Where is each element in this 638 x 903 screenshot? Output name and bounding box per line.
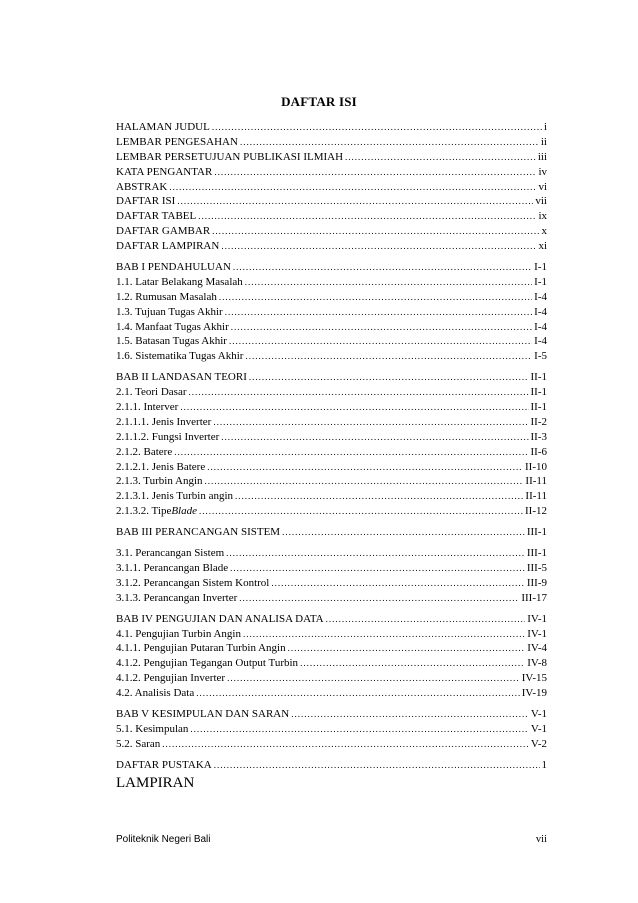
toc-entry: [116, 445, 547, 460]
toc-entry: [116, 474, 547, 489]
toc-entry-page: IV-15: [521, 672, 547, 685]
toc-entry-page: 1: [541, 758, 547, 771]
toc-entry: [116, 737, 547, 752]
toc-entry: [116, 305, 547, 320]
dot-leader: [291, 707, 529, 722]
dot-leader: [212, 120, 542, 135]
toc-entry-page: iv: [538, 165, 547, 178]
toc-entry-label: BAB V KESIMPULAN DAN SARAN: [116, 707, 290, 720]
dot-leader: [180, 400, 528, 415]
toc-entry: [116, 561, 547, 576]
dot-leader: [239, 591, 519, 606]
toc-entry: [116, 525, 547, 540]
dot-leader: [162, 737, 529, 752]
toc-entry: [116, 641, 547, 656]
dot-leader: [300, 656, 525, 671]
toc-entry-page: II-11: [525, 475, 547, 488]
toc-entry-label: 3.1.3. Perancangan Inverter: [116, 591, 238, 604]
dot-leader: [345, 150, 536, 165]
toc-entry-page: II-11: [525, 490, 547, 503]
dot-leader: [230, 561, 525, 576]
toc-entry-page: ii: [540, 135, 547, 148]
toc-entry: [116, 260, 547, 275]
toc-entry: [116, 150, 547, 165]
dot-leader: [214, 758, 540, 773]
toc-entry-label: 4.2. Analisis Data: [116, 687, 195, 700]
toc-entry-label: HALAMAN JUDUL: [116, 121, 210, 133]
dot-leader: [245, 275, 532, 290]
toc-entry-label: 2.1.1.2. Fungsi Inverter: [116, 430, 220, 443]
toc-entry-label: 2.1.3.1. Jenis Turbin angin: [116, 490, 234, 503]
toc-entry-page: vii: [535, 195, 547, 208]
toc-entry: [116, 591, 547, 606]
toc-entry-label: DAFTAR ISI: [116, 195, 176, 208]
toc-entry-label: ABSTRAK: [116, 180, 168, 193]
dot-leader: [240, 135, 539, 150]
toc-entry-page: IV-8: [527, 657, 547, 670]
dot-leader: [288, 641, 526, 656]
toc-entry-label: 5.1. Kesimpulan: [116, 722, 189, 735]
toc-entry: [116, 120, 547, 135]
dot-leader: [221, 239, 536, 254]
toc-entry: [116, 180, 547, 195]
toc-entry: [116, 707, 547, 722]
toc-entry-label: 1.6. Sistematika Tugas Akhir: [116, 350, 244, 363]
toc-entry-label: 2.1.3. Turbin Angin: [116, 475, 203, 488]
dot-leader: [225, 305, 532, 320]
toc-entry-page: V-1: [530, 707, 547, 720]
toc-entry: [116, 334, 547, 349]
toc-entry: [116, 320, 547, 335]
toc-entry: [116, 165, 547, 180]
toc-entry-label: 2.1.1.1. Jenis Inverter: [116, 415, 212, 428]
toc-entry-page: II-2: [530, 415, 547, 428]
toc-entry-label: BAB IV PENGUJIAN DAN ANALISA DATA: [116, 612, 324, 625]
toc-entry-page: III-1: [526, 526, 547, 539]
toc-entry-label: 5.2. Saran: [116, 737, 161, 750]
toc-entry-label: DAFTAR TABEL: [116, 210, 197, 223]
toc-entry-label: 3.1.1. Perancangan Blade: [116, 561, 229, 574]
toc-entry-label: 1.2. Rumusan Masalah: [116, 290, 217, 303]
toc-entry-page: III-1: [526, 547, 547, 560]
toc-entry-label: DAFTAR LAMPIRAN: [116, 240, 220, 253]
toc-entry-label: 2.1.2. Batere: [116, 445, 173, 458]
toc-entry: [116, 385, 547, 400]
toc-entry: [116, 671, 547, 686]
dot-leader: [177, 194, 533, 209]
toc-entry-page: I-4: [534, 320, 547, 333]
toc-entry: [116, 224, 547, 239]
toc-entry-label: BAB III PERANCANGAN SISTEM: [116, 526, 281, 539]
toc-entry-label: 1.5. Batasan Tugas Akhir: [116, 335, 227, 348]
toc-entry-page: I-4: [534, 335, 547, 348]
dot-leader: [219, 290, 532, 305]
toc-entry-page: II-10: [525, 460, 547, 473]
toc-entry: [116, 722, 547, 737]
toc-entry-page: II-6: [530, 445, 547, 458]
toc-entry-label: DAFTAR GAMBAR: [116, 225, 211, 238]
toc-entry: [116, 489, 547, 504]
page-footer: [116, 834, 547, 845]
toc-entry-label-italic: Blade: [171, 505, 197, 518]
toc-entry-page: I-5: [534, 350, 547, 363]
dot-leader: [249, 370, 529, 385]
lampiran-heading: LAMPIRAN: [116, 774, 195, 791]
toc-entry: [116, 576, 547, 591]
toc-entry-page: II-1: [530, 386, 547, 399]
toc-entry: [116, 275, 547, 290]
dot-leader: [169, 180, 536, 195]
dot-leader: [245, 349, 532, 364]
toc-entry: [116, 460, 547, 475]
toc-entry-page: II-1: [530, 401, 547, 414]
toc-entry: [116, 415, 547, 430]
toc-entry: [116, 612, 547, 627]
toc-entry: [116, 627, 547, 642]
page-title: DAFTAR ISI: [281, 94, 357, 109]
dot-leader: [213, 415, 528, 430]
toc-entry-page: III-5: [526, 561, 547, 574]
toc-entry: [116, 430, 547, 445]
toc-entry-label: 1.1. Latar Belakang Masalah: [116, 275, 243, 288]
toc-entry-page: vi: [538, 180, 547, 193]
footer-institution: Politeknik Negeri Bali: [116, 834, 211, 845]
toc-entry-page: III-17: [521, 591, 547, 604]
toc-entry-page: xi: [538, 240, 547, 253]
toc-entry: [116, 504, 547, 519]
toc-entry-page: III-9: [526, 576, 547, 589]
dot-leader: [221, 430, 528, 445]
toc-entry: [116, 400, 547, 415]
toc-entry: [116, 194, 547, 209]
toc-entry-label: 4.1. Pengujian Turbin Angin: [116, 627, 241, 640]
toc-entry-page: IV-4: [527, 642, 547, 655]
dot-leader: [226, 546, 525, 561]
toc-entry-label: 1.3. Tujuan Tugas Akhir: [116, 305, 223, 318]
dot-leader: [326, 612, 526, 627]
dot-leader: [214, 165, 536, 180]
toc-entry-page: II-12: [525, 505, 547, 518]
toc-entry-label: DAFTAR PUSTAKA: [116, 758, 212, 771]
toc-entry-label: KATA PENGANTAR: [116, 165, 213, 178]
dot-leader: [212, 224, 539, 239]
toc-entry-label: 2.1.1. Interver: [116, 401, 179, 414]
toc-entry-page: IV-1: [527, 627, 547, 640]
dot-leader: [235, 489, 523, 504]
toc-entry-page: I-1: [534, 261, 547, 274]
dot-leader: [198, 209, 536, 224]
toc-entry-label: 2.1.2.1. Jenis Batere: [116, 460, 206, 473]
toc-entry-label: BAB I PENDAHULUAN: [116, 261, 231, 274]
toc-entry-page: I-1: [534, 275, 547, 288]
toc-entry-page: IV-1: [527, 612, 547, 625]
toc-entry: [116, 239, 547, 254]
toc-entry-label: 2.1. Teori Dasar: [116, 386, 187, 399]
dot-leader: [205, 474, 524, 489]
dot-leader: [196, 686, 520, 701]
toc-entry: [116, 686, 547, 701]
toc-entry-label: 1.4. Manfaat Tugas Akhir: [116, 320, 229, 333]
toc-entry-page: V-2: [530, 737, 547, 750]
dot-leader: [233, 260, 532, 275]
toc-entry: [116, 209, 547, 224]
toc-entry-page: V-1: [530, 722, 547, 735]
toc-entry-label: LEMBAR PENGESAHAN: [116, 135, 238, 148]
toc-entry-page: i: [543, 121, 547, 133]
toc-entry: [116, 135, 547, 150]
toc-entry: [116, 370, 547, 385]
toc-entry-label: 4.1.2. Pengujian Tegangan Output Turbin: [116, 657, 299, 670]
dot-leader: [227, 671, 520, 686]
dot-leader: [174, 445, 528, 460]
toc-entry-label: 2.1.3.2. Tipe: [116, 505, 172, 518]
dot-leader: [243, 627, 525, 642]
toc-entry-page: ix: [538, 210, 547, 223]
toc-entry-page: II-1: [530, 371, 547, 384]
toc-entry-page: x: [541, 225, 547, 238]
toc-entry-label: 3.1. Perancangan Sistem: [116, 547, 225, 560]
dot-leader: [282, 525, 525, 540]
toc-entry: [116, 656, 547, 671]
toc-entry-page: iii: [537, 150, 547, 163]
toc-entry-page: I-4: [534, 305, 547, 318]
dot-leader: [199, 504, 523, 519]
toc-entry-label: 4.1.1. Pengujian Putaran Turbin Angin: [116, 642, 286, 655]
toc-entry-label: 3.1.2. Perancangan Sistem Kontrol: [116, 576, 270, 589]
toc-entry: [116, 290, 547, 305]
dot-leader: [189, 385, 529, 400]
footer-page-number: vii: [535, 834, 547, 845]
toc-entry: [116, 349, 547, 364]
dot-leader: [190, 722, 528, 737]
dot-leader: [231, 320, 532, 335]
toc-entry-label: BAB II LANDASAN TEORI: [116, 371, 247, 384]
dot-leader: [207, 460, 523, 475]
toc-entry-label: 4.1.2. Pengujian Inverter: [116, 672, 226, 685]
toc-entry: [116, 758, 547, 773]
toc-entry-page: II-3: [530, 430, 547, 443]
toc-entry-page: IV-19: [521, 687, 547, 700]
toc-entry-page: I-4: [534, 290, 547, 303]
table-of-contents: [116, 120, 547, 792]
toc-entry-label: LEMBAR PERSETUJUAN PUBLIKASI ILMIAH: [116, 150, 344, 163]
dot-leader: [271, 576, 524, 591]
toc-entry: [116, 546, 547, 561]
dot-leader: [229, 334, 532, 349]
